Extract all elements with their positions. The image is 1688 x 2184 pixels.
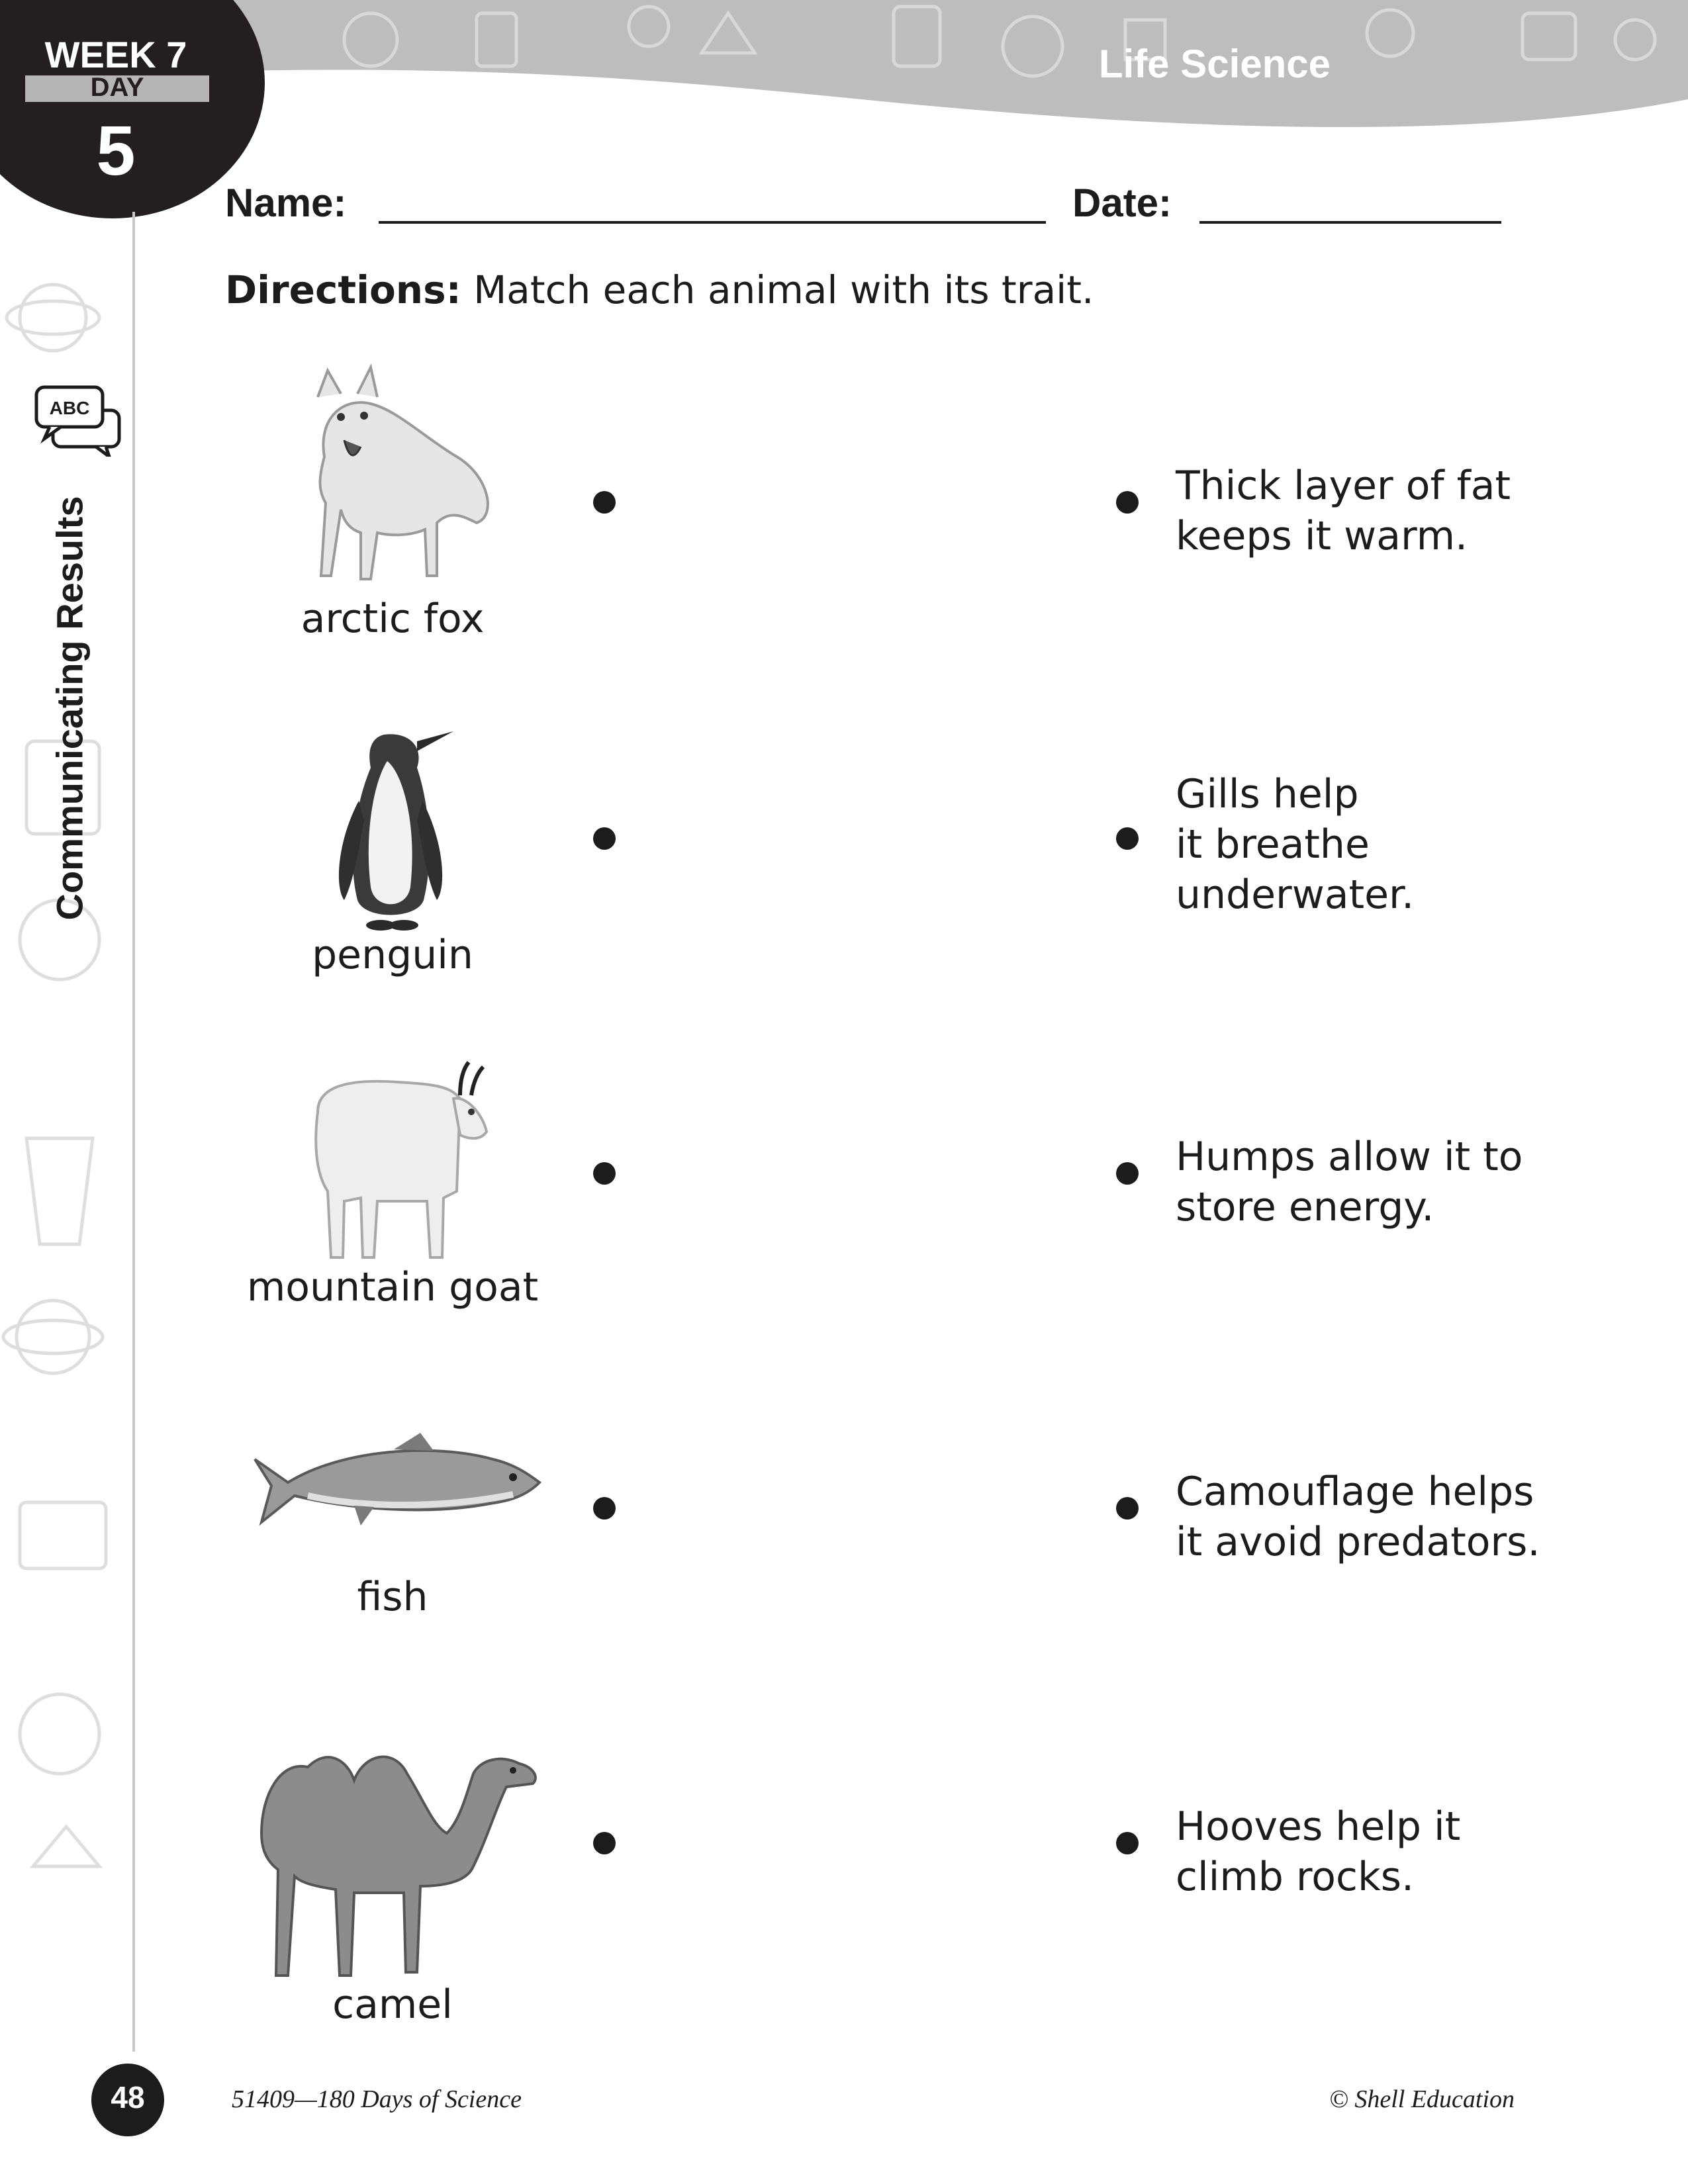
trait-match-dot[interactable] xyxy=(1116,1832,1139,1854)
animal-name-penguin: penguin xyxy=(312,932,473,978)
mountain-goat-photo xyxy=(298,1059,496,1271)
week-label: WEEK 7 xyxy=(44,34,187,75)
animal-name-arctic-fox: arctic fox xyxy=(301,596,485,642)
trait-line: Gills help xyxy=(1176,771,1359,817)
animal-match-dot[interactable] xyxy=(593,491,616,514)
animal-match-dot[interactable] xyxy=(593,1832,616,1854)
trait-line: it avoid predators. xyxy=(1176,1519,1540,1565)
animal-match-dot[interactable] xyxy=(593,1162,616,1185)
camel-photo xyxy=(242,1721,546,1985)
trait-line: Hooves help it xyxy=(1176,1803,1461,1850)
trait-line: Humps allow it to xyxy=(1176,1134,1523,1180)
animal-name-camel: camel xyxy=(332,1981,453,2028)
page-number: 48 xyxy=(111,2080,145,2115)
fish-photo xyxy=(248,1423,546,1555)
abc-icon-text: ABC xyxy=(49,398,90,418)
trait-line: underwater. xyxy=(1176,872,1415,918)
trait-match-dot[interactable] xyxy=(1116,491,1139,514)
name-label: Name: xyxy=(225,181,347,225)
trait-line: Camouflage helps xyxy=(1176,1469,1534,1515)
trait-line: Thick layer of fat xyxy=(1176,463,1511,509)
date-label: Date: xyxy=(1072,181,1172,225)
directions-lead: Directions: xyxy=(225,267,461,312)
trait-match-dot[interactable] xyxy=(1116,827,1139,850)
trait-camouflage xyxy=(1176,1467,1546,1567)
trait-line: it breathe xyxy=(1176,821,1370,868)
animal-name-mountain-goat: mountain goat xyxy=(246,1264,539,1310)
trait-humps xyxy=(1176,1132,1546,1232)
trait-line: store energy. xyxy=(1176,1184,1434,1230)
trait-match-dot[interactable] xyxy=(1116,1162,1139,1185)
trait-match-dot[interactable] xyxy=(1116,1497,1139,1520)
trait-hooves xyxy=(1176,1801,1546,1902)
animal-match-dot[interactable] xyxy=(593,827,616,850)
trait-fat xyxy=(1176,461,1546,561)
animal-match-dot[interactable] xyxy=(593,1497,616,1520)
margin-doodles xyxy=(0,212,132,2052)
trait-line: climb rocks. xyxy=(1176,1854,1415,1900)
directions xyxy=(225,267,1094,312)
arctic-fox-photo xyxy=(278,357,503,589)
speech-bubbles-icon xyxy=(33,384,126,457)
footer-book-title: 51409—180 Days of Science xyxy=(232,2085,522,2113)
trait-gills xyxy=(1176,769,1546,920)
trait-line: keeps it warm. xyxy=(1176,513,1468,559)
directions-text: Match each animal with its trait. xyxy=(461,267,1094,312)
date-input-line[interactable] xyxy=(1199,221,1501,224)
section-label: Communicating Results xyxy=(48,496,91,921)
margin-rule xyxy=(132,212,135,2052)
day-number: 5 xyxy=(96,112,136,190)
footer-copyright: © Shell Education xyxy=(1329,2085,1515,2113)
animal-name-fish: fish xyxy=(357,1574,428,1620)
subject-title: Life Science xyxy=(1098,42,1331,86)
penguin-photo xyxy=(318,715,463,940)
day-label: DAY xyxy=(90,73,144,102)
name-input-line[interactable] xyxy=(379,221,1046,224)
